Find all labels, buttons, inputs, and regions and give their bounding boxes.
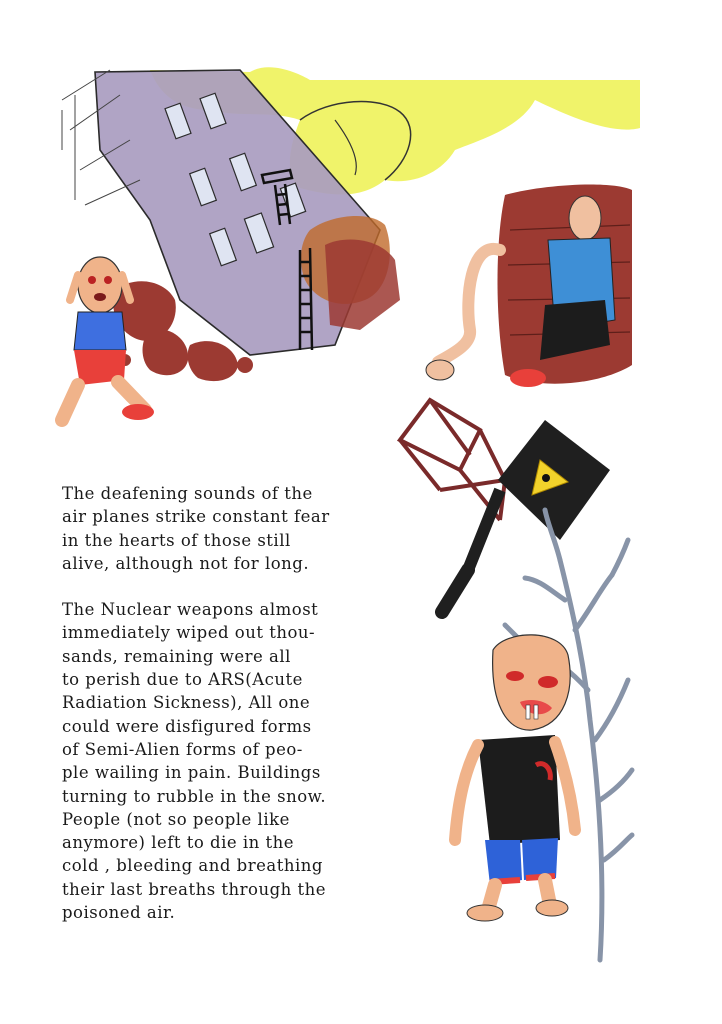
seated-figure bbox=[426, 185, 632, 387]
disfigured-figure bbox=[455, 635, 575, 921]
bare-tree bbox=[505, 510, 632, 960]
story-paragraph-2: The Nuclear weapons almost immediately wiped out thou- sands, remaining were all to perish due to ARS(Acute Radiation Sickness), All one could were disfigured forms of Semi-Alien forms of peo- ple wailing in pain. Buildings turning to rubble in the snow. People (not so people like anymore) left to die in the cold , bleeding and breathing their last breaths through the poisoned air. bbox=[62, 600, 327, 923]
story-paragraph-1: The deafening sounds of the air planes strike constant fear in the hearts of those still alive, although not for long. bbox=[62, 484, 330, 573]
story-text bbox=[62, 482, 362, 924]
